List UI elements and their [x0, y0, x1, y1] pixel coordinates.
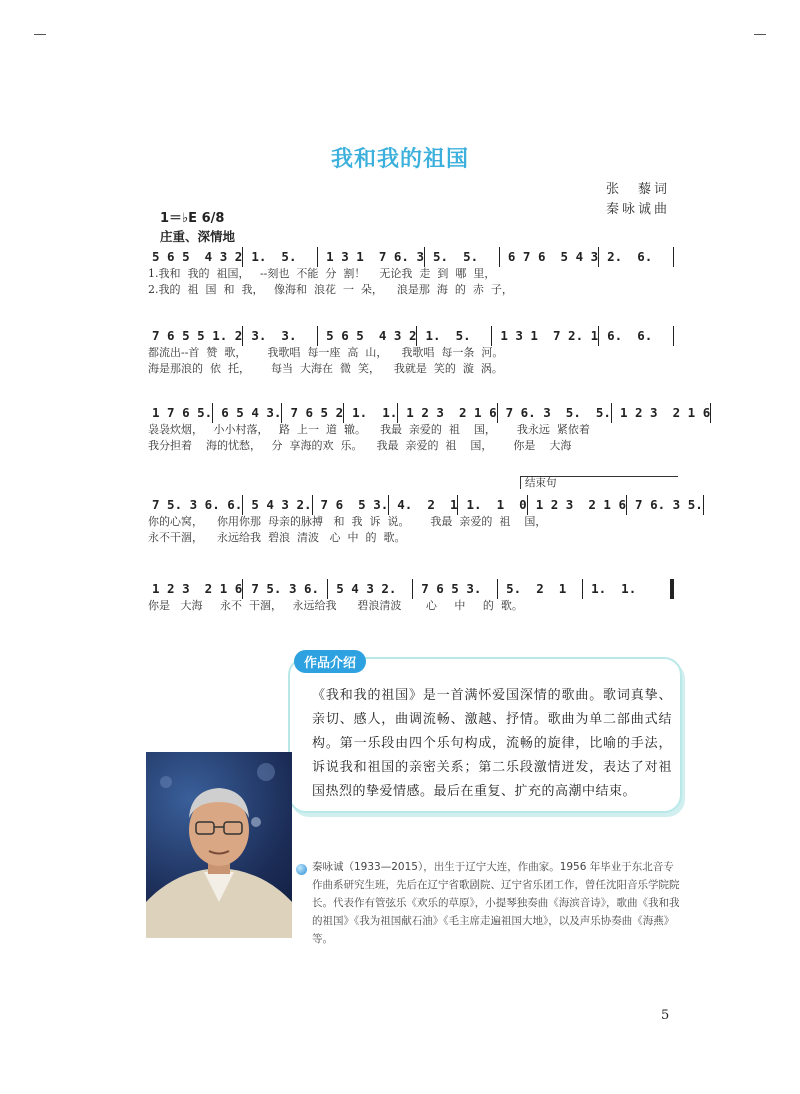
- measure: 1 2 3 2 1 6: [152, 581, 243, 596]
- tempo-marking: 庄重、深情地: [160, 229, 236, 244]
- song-title: 我和我的祖国: [330, 147, 469, 172]
- measure: 4. 2 1: [397, 497, 458, 512]
- score-staff: [144, 248, 674, 298]
- bar-line: [703, 495, 704, 515]
- measure: 1. 1.: [352, 405, 398, 420]
- crop-mark-right: [754, 34, 766, 35]
- note-row: [144, 580, 674, 598]
- measure: 7 6 5 3.: [320, 497, 389, 512]
- lyric-line: 永不干涸， 永远给我 碧浪 清波 心 中 的 歌。: [148, 531, 406, 544]
- bar-line: [670, 579, 674, 599]
- measure: 1. 5.: [251, 249, 297, 264]
- measure: 5 6 5 4 3 2: [152, 249, 243, 264]
- measure: 6 5 4 3.: [221, 405, 282, 420]
- key-signature: 1＝♭E 6/8: [160, 211, 225, 226]
- measure: 6 7 6 5 4 3: [507, 249, 599, 264]
- lyricist-credit: 张 藜词: [605, 182, 670, 197]
- measure: 1. 5.: [425, 328, 471, 343]
- measure: 1 3 1 7 6. 3: [326, 249, 424, 264]
- lyric-line: 你的心窝， 你用你那 母亲的脉搏 和 我 诉 说。 我最 亲爱的 祖 国，: [148, 515, 547, 528]
- composer-bio: 秦咏诚（1933—2015），出生于辽宁大连，作曲家。1956 年毕业于东北音专作曲系研究生班，先后在辽宁省歌剧院、辽宁省乐团工作，曾任沈阳音乐学院院长。代表作有管弦乐《欢乐的草原》，小提琴独奏曲《海滨音诗》，歌曲《我和我的祖国》《我为祖国献石油》《毛主席走遍祖国大地》，以及声乐协奏曲《海燕》等。: [312, 861, 680, 945]
- bar-line: [673, 326, 674, 346]
- crop-mark-left: [34, 34, 46, 35]
- measure: 2. 6.: [607, 249, 653, 264]
- lyric-line: 海是那浪的 依 托， 每当 大海在 微 笑， 我就是 笑的 漩 涡。: [148, 362, 503, 375]
- intro-text: 《我和我的祖国》是一首满怀爱国深情的歌曲。歌词真挚、亲切、感人，曲调流畅、激越、抒情。歌曲为单二部曲式结构。第一乐段由四个乐句构成，流畅的旋律，比喻的手法，诉说我和祖国的亲密关系；第二乐段激情迸发，表达了对祖国热烈的挚爱情感。最后在重复、扩充的高潮中结束。: [312, 688, 672, 799]
- lyric-line: 2.我的 祖 国 和 我， 像海和 浪花 一 朵， 浪是那 海 的 赤 子，: [148, 283, 513, 296]
- score-staff: [144, 404, 711, 454]
- measure: 1 2 3 2 1 6: [535, 497, 627, 512]
- measure: 1 2 3 2 1 6: [619, 405, 711, 420]
- score-staff: [144, 327, 674, 377]
- measure: 7 6. 3 5. 5.: [505, 405, 611, 420]
- measure: 1. 1 0: [466, 497, 527, 512]
- page-number: 5: [661, 1008, 670, 1023]
- measure: 7 6 5 2: [290, 405, 344, 420]
- measure: 7 5. 3 6.: [251, 581, 320, 596]
- measure: 7 5. 3 6. 6.: [152, 497, 243, 512]
- note-row: [144, 248, 674, 266]
- measure: 5 6 5 4 3 2: [326, 328, 417, 343]
- score-staff: [144, 496, 703, 546]
- intro-label: 作品介绍: [294, 650, 366, 673]
- composer-credit: 秦咏诚曲: [605, 202, 670, 217]
- bar-line: [710, 403, 711, 423]
- measure: 6. 6.: [607, 328, 653, 343]
- measure: 3. 3.: [251, 328, 297, 343]
- measure: 1 3 1 7 2. 1: [500, 328, 599, 343]
- lyric-line: 你是 大海 永不 干涸， 永远给我 碧浪清波 心 中 的 歌。: [148, 599, 523, 612]
- lyric-line: 1.我和 我的 祖国， --刻也 不能 分 割！ 无论我 走 到 哪 里，: [148, 267, 496, 280]
- measure: 7 6. 3 5.: [635, 497, 703, 512]
- bullet-icon: [296, 864, 307, 875]
- lyric-line: 都流出--首 赞 歌， 我歌唱 每一座 高 山， 我歌唱 每一条 河。: [148, 346, 504, 359]
- measure: 5 4 3 2.: [336, 581, 397, 596]
- lyric-line: 袅袅炊烟， 小小村落， 路 上一 道 辙。 我最 亲爱的 祖 国， 我永远 紧依着: [148, 423, 590, 436]
- ending-bracket: 结束句: [520, 476, 678, 489]
- measure: 5 4 3 2.: [251, 497, 312, 512]
- measure: 7 6 5 3.: [421, 581, 482, 596]
- measure: 1 7 6 5.: [152, 405, 213, 420]
- note-row: [144, 327, 674, 345]
- measure: 1 2 3 2 1 6: [406, 405, 497, 420]
- measure: 5. 2 1: [506, 581, 567, 596]
- measure: 1. 1.: [591, 581, 637, 596]
- score-staff: [144, 580, 674, 614]
- portrait-illustration: [146, 752, 292, 938]
- lyric-line: 我分担着 海的忧愁， 分 享海的欢 乐。 我最 亲爱的 祖 国， 你是 大海: [148, 439, 572, 452]
- measure: 5. 5.: [433, 249, 479, 264]
- composer-photo: [146, 752, 292, 938]
- note-row: [144, 404, 711, 422]
- measure: 7 6 5 5 1. 2: [152, 328, 243, 343]
- bar-line: [673, 247, 674, 267]
- note-row: [144, 496, 703, 514]
